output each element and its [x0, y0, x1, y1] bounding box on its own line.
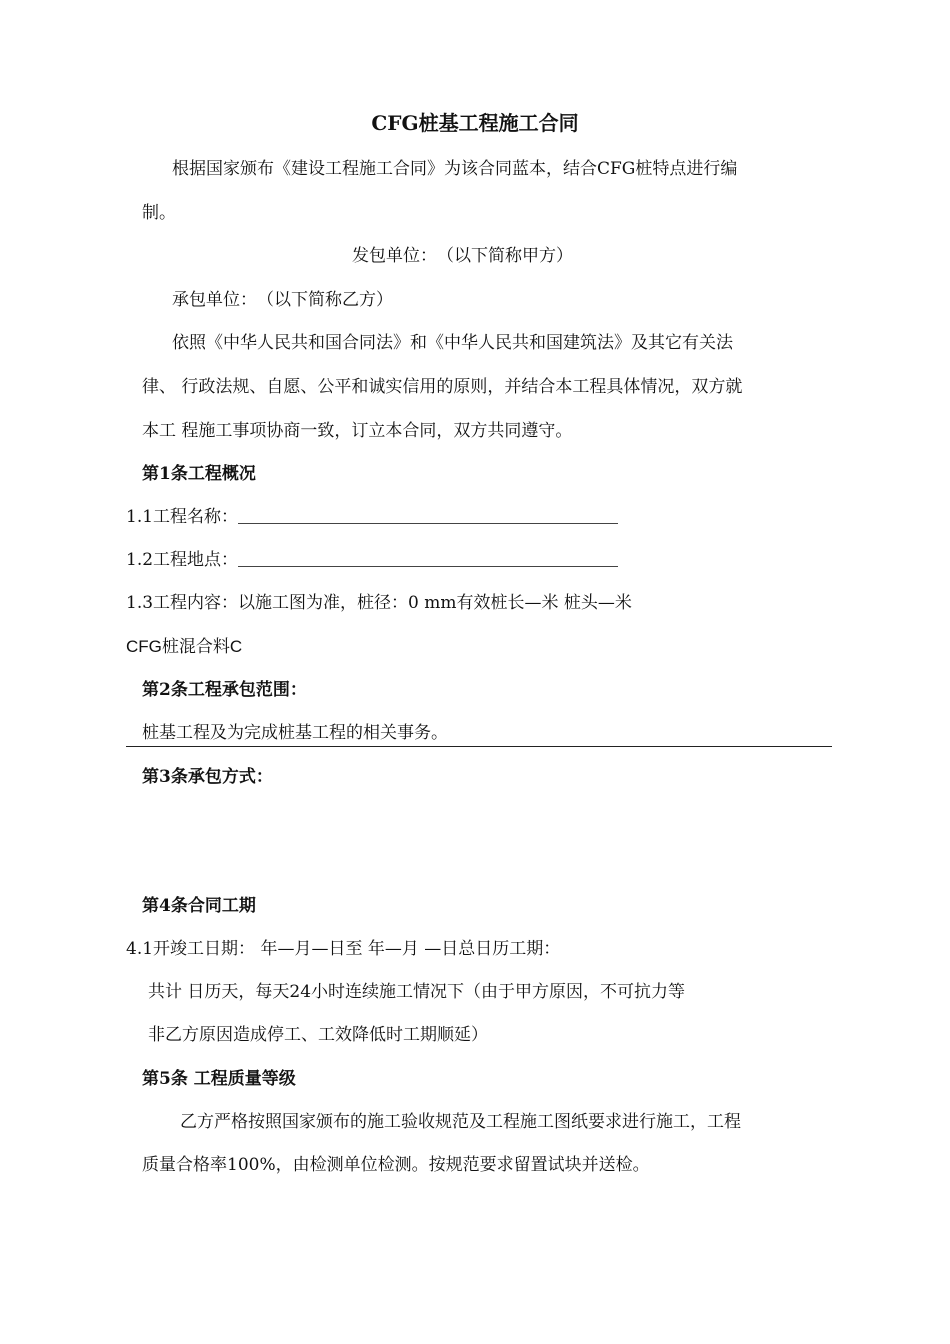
basis-line-3: 本工 程施工事项协商一致，订立本合同，双方共同遵守。: [142, 421, 573, 441]
project-site-row: [126, 548, 618, 572]
cfg-mix-line: CFG桩混合料C: [126, 637, 243, 656]
article-5-heading: 第5条 工程质量等级: [142, 1069, 296, 1089]
basis-line-1: 依照《中华人民共和国合同法》和《中华人民共和国建筑法》及其它有关法: [172, 333, 733, 353]
project-site-label: 1.2工程地点：: [126, 550, 239, 570]
article-4-line-2: 共计 日历天，每天24小时连续施工情况下（由于甲方原因，不可抗力等: [148, 982, 686, 1002]
project-name-blank: [238, 505, 618, 524]
party-a-line: 发包单位： （以下简称甲方）: [352, 246, 573, 266]
party-b-line: 承包单位： （以下简称乙方）: [172, 290, 393, 310]
article-4-line-3: 非乙方原因造成停工、工效降低时工期顺延）: [148, 1025, 488, 1045]
project-name-label: 1.1工程名称：: [126, 507, 239, 527]
project-content-line: 1.3工程内容：以施工图为准，桩径：0 mm有效桩长—米 桩头—米: [126, 593, 632, 613]
article-4-heading: 第4条合同工期: [142, 896, 256, 916]
article-2-heading: 第2条工程承包范围：: [142, 680, 307, 700]
article-1-heading: 第1条工程概况: [142, 464, 256, 484]
intro-line-2: 制。: [142, 203, 176, 223]
basis-line-2: 律、 行政法规、自愿、公平和诚实信用的原则，并结合本工程具体情况，双方就: [142, 377, 743, 397]
document-title: CFG桩基工程施工合同: [371, 111, 579, 135]
article-5-line-2: 质量合格率100%，由检测单位检测。按规范要求留置试块并送检。: [142, 1155, 650, 1175]
article-5-line-1: 乙方严格按照国家颁布的施工验收规范及工程施工图纸要求进行施工，工程: [180, 1112, 741, 1132]
project-site-blank: [238, 548, 618, 567]
intro-line-1: 根据国家颁布《建设工程施工合同》为该合同蓝本，结合CFG桩特点进行编: [172, 159, 738, 179]
article-3-heading: 第3条承包方式：: [142, 767, 273, 787]
article-4-line-1: 4.1开竣工日期： 年—月—日至 年—月 —日总日历工期：: [126, 939, 561, 959]
article-2-text: 桩基工程及为完成桩基工程的相关事务。: [142, 723, 448, 743]
horizontal-rule: [126, 746, 832, 747]
project-name-row: [126, 505, 618, 529]
